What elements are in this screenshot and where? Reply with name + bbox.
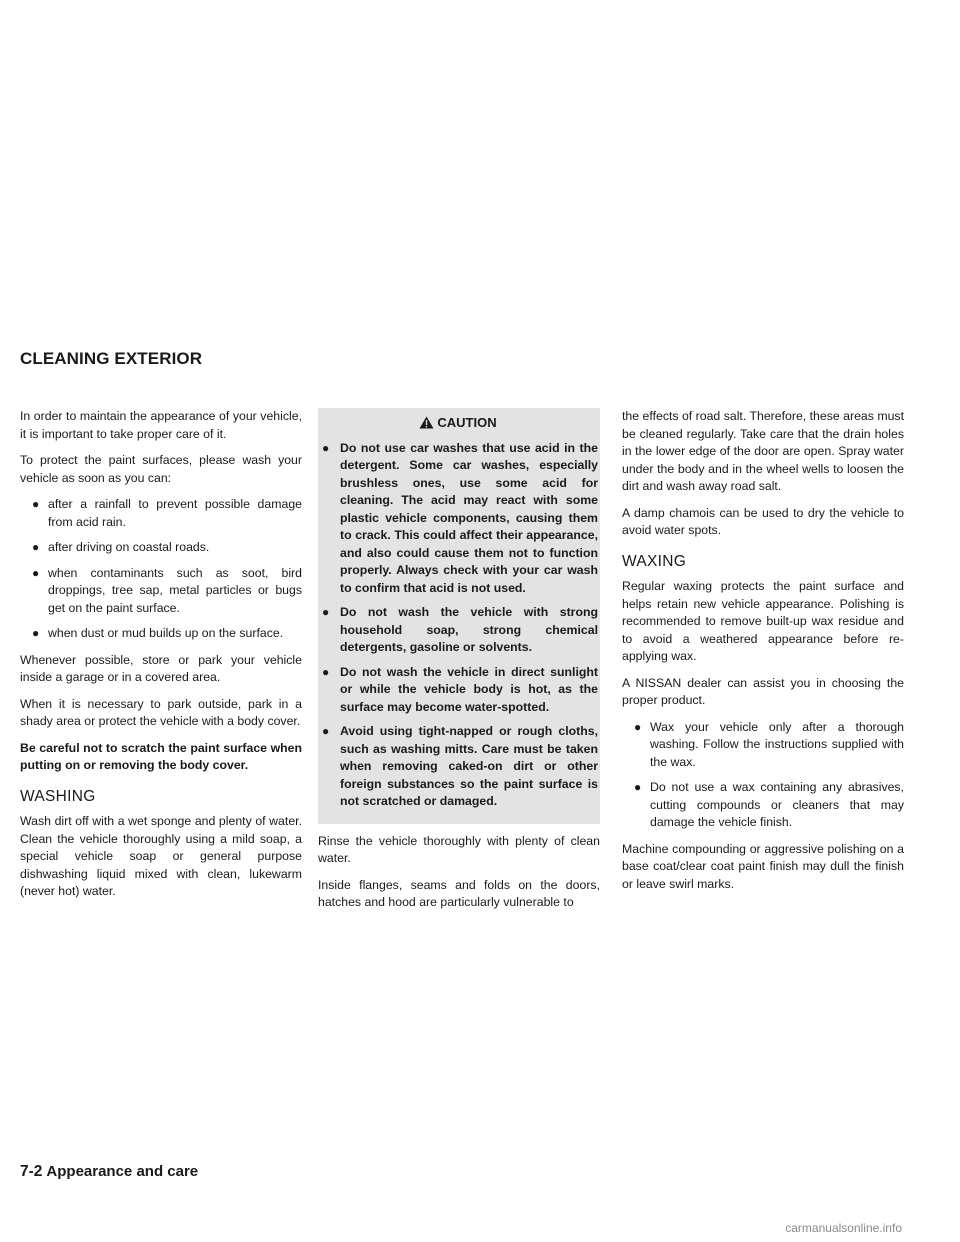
waxing-heading: WAXING (622, 552, 687, 570)
wax-tips-list (622, 719, 904, 832)
page-number: 7-2 (20, 1163, 43, 1180)
bullet-icon: ● (32, 540, 40, 554)
bullet-icon: ● (32, 626, 40, 640)
list-item: ● after driving on coastal roads. (20, 539, 302, 557)
chapter-title: Appearance and care (46, 1163, 199, 1180)
caution-title: CAUTION (437, 415, 497, 430)
list-item: ● Do not wash the vehicle in direct sunlight or while the vehicle body is hot, as the surface may become water-spotted. (322, 664, 598, 714)
bullet-icon: ● (322, 664, 330, 679)
section-title: CLEANING EXTERIOR (20, 349, 203, 368)
intro-paragraph: In order to maintain the appearance of your vehicle, it is important to take proper care of it. (20, 409, 302, 441)
list-item: ● when dust or mud builds up on the surface. (20, 625, 302, 643)
road-salt-paragraph: the effects of road salt. Therefore, these areas must be cleaned regularly. Take care that the drain holes in the lower edge of the door are open. Spray water under the body and in the wheel wells to loosen the dirt and wash away road salt. (622, 409, 904, 493)
list-item: ● Avoid using tight-napped or rough cloths, such as washing mitts. Care must be taken when removing caked-on dirt or other foreign substances so the paint surface is not scratched or damaged. (322, 724, 598, 808)
bullet-icon: ● (634, 780, 642, 794)
bullet-icon: ● (32, 565, 40, 580)
bullet-icon: ● (634, 719, 642, 734)
column-3 (622, 408, 904, 902)
washing-paragraph: Wash dirt off with a wet sponge and plenty of water. Clean the vehicle thoroughly using a mild soap, a special vehicle soap or general purpose dishwashing liquid mixed with clean, lukewarm (never hot) water. (20, 814, 302, 898)
waxing-paragraph: Regular waxing protects the paint surface and helps retain new vehicle appearance. Polishing is recommended to remove built-up wax residue and to avoid a weathered appearance before re-applying wax. (622, 579, 904, 663)
polishing-paragraph: Machine compounding or aggressive polishing on a base coat/clear coat paint finish may dull the finish or leave swirl marks. (622, 841, 904, 891)
list-item: ● when contaminants such as soot, bird droppings, tree sap, metal particles or bugs get on the paint surface. (32, 565, 302, 615)
washing-heading: WASHING (20, 787, 96, 805)
rinse-paragraph: Rinse the vehicle thoroughly with plenty of clean water. (318, 833, 600, 865)
wash-conditions-list (20, 496, 302, 643)
bullet-icon: ● (32, 497, 40, 511)
list-item: ● after a rainfall to prevent possible damage from acid rain. (32, 497, 302, 529)
column-1 (20, 408, 302, 910)
list-item: ● Wax your vehicle only after a thorough washing. Follow the instructions supplied with the wax. (634, 719, 904, 769)
flanges-paragraph: Inside flanges, seams and folds on the doors, hatches and hood are particularly vulnerable to (318, 877, 600, 909)
park-outside-paragraph: When it is necessary to park outside, park in a shady area or protect the vehicle with a body cover. (20, 696, 302, 728)
warning-triangle-icon (419, 416, 434, 429)
scratch-warning: Be careful not to scratch the paint surface when putting on or removing the body cover. (20, 740, 302, 772)
list-item: ● Do not wash the vehicle with strong household soap, strong chemical detergents, gasoline or solvents. (322, 605, 598, 654)
bullet-icon: ● (322, 605, 330, 619)
chamois-paragraph: A damp chamois can be used to dry the vehicle to avoid water spots. (622, 505, 904, 537)
store-paragraph: Whenever possible, store or park your vehicle inside a garage or in a covered area. (20, 652, 302, 684)
dealer-paragraph: A NISSAN dealer can assist you in choosing the proper product. (622, 675, 904, 707)
list-item: ● Do not use car washes that use acid in the detergent. Some car washes, especially brushless ones, use some acid for cleaning. The acid may react with some plastic vehicle components, causing them to crack. This could affect their appearance, and also could cause them not to function properly. Always check with your car wash to confirm that acid is not used. (322, 440, 598, 595)
watermark: carmanualsonline.info (785, 1221, 902, 1235)
bullet-icon: ● (322, 440, 330, 455)
bullet-icon: ● (322, 724, 330, 738)
caution-header (318, 414, 598, 432)
page-footer (20, 1163, 198, 1181)
caution-list (318, 440, 598, 811)
column-2 (318, 408, 600, 921)
list-item: ● Do not use a wax containing any abrasives, cutting compounds or cleaners that may damage the vehicle finish. (634, 780, 904, 829)
caution-box (318, 408, 600, 824)
protect-paragraph: To protect the paint surfaces, please wash your vehicle as soon as you can: (20, 453, 302, 485)
